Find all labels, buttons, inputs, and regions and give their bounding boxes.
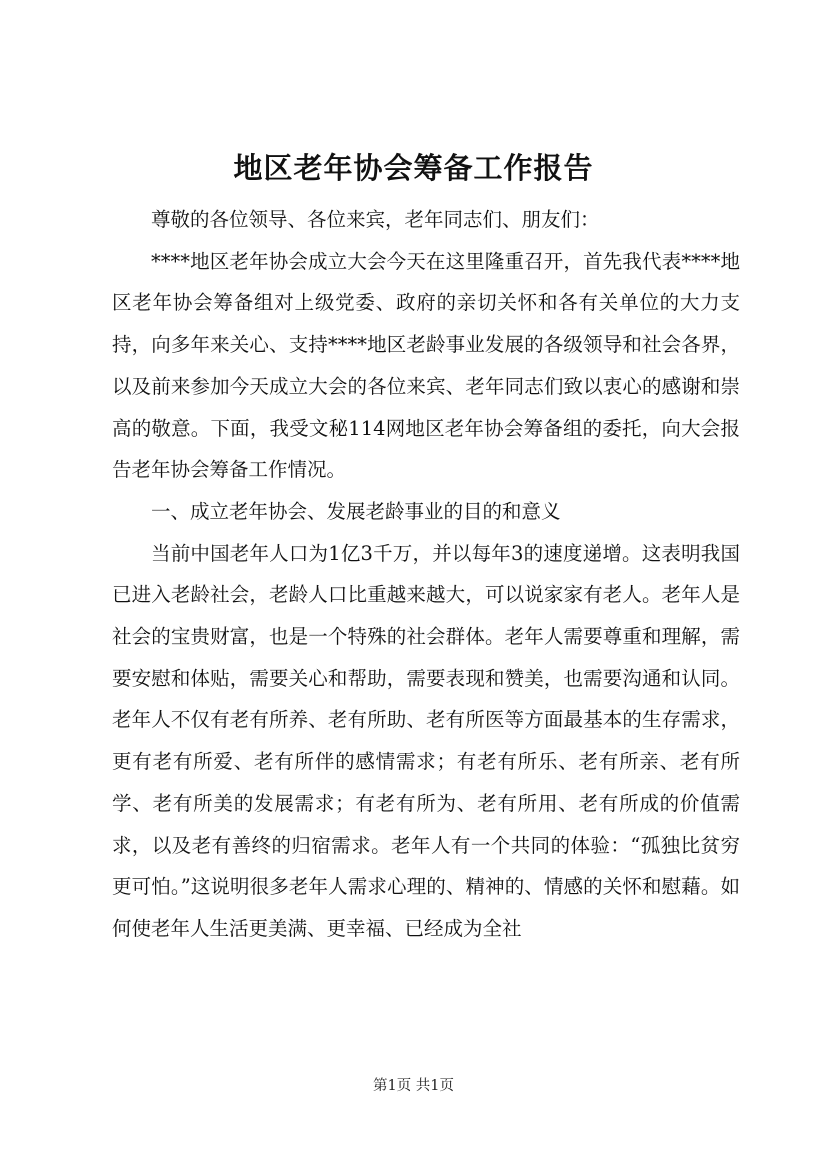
page-footer: 第1页 共1页 xyxy=(372,1078,455,1094)
body-paragraph: 当前中国老年人口为1亿3千万，并以每年3的速度递增。这表明我国已进入老龄社会，老龄人口比重越来越大，可以说家家有老人。老年人是社会的宝贵财富，也是一个特殊的社会群体。老年人需要尊重和理解，需要安慰和体贴，需要关心和帮助，需要表现和赞美，也需要沟通和认同。老年人不仅有老有所养、老有所助、老有所医等方面最基本的生存需求，更有老有所爱、老有所伴的感情需求；有老有所乐、老有所亲、老有所学、老有所美的发展需求；有老有所为、老有所用、老有所成的价值需求，以及老有善终的归宿需求。老年人有一个共同的体验：“孤独比贫穷更可怕。”这说明很多老年人需求心理的、精神的、情感的关怀和慰藉。如何使老年人生活更美满、更幸福、已经成为全社 xyxy=(112,541,740,940)
document-body xyxy=(112,199,740,950)
salutation-paragraph: 尊敬的各位领导、各位来宾，老年同志们、朋友们： xyxy=(151,208,600,231)
opening-paragraph: ****地区老年协会成立大会今天在这里隆重召开，首先我代表****地区老年协会筹备组对上级党委、政府的亲切关怀和各有关单位的大力支持，向多年来关心、支持****地区老龄事业发展的各级领导和社会各界，以及前来参加今天成立大会的各位来宾、老年同志们致以衷心的感谢和崇高的敬意。下面，我受文秘114网地区老年协会筹备组的委托，向大会报告老年协会筹备工作情况。 xyxy=(112,249,740,482)
document-title: 地区老年协会筹备工作报告 xyxy=(233,151,594,185)
section-heading: 一、成立老年协会、发展老龄事业的目的和意义 xyxy=(151,499,561,523)
